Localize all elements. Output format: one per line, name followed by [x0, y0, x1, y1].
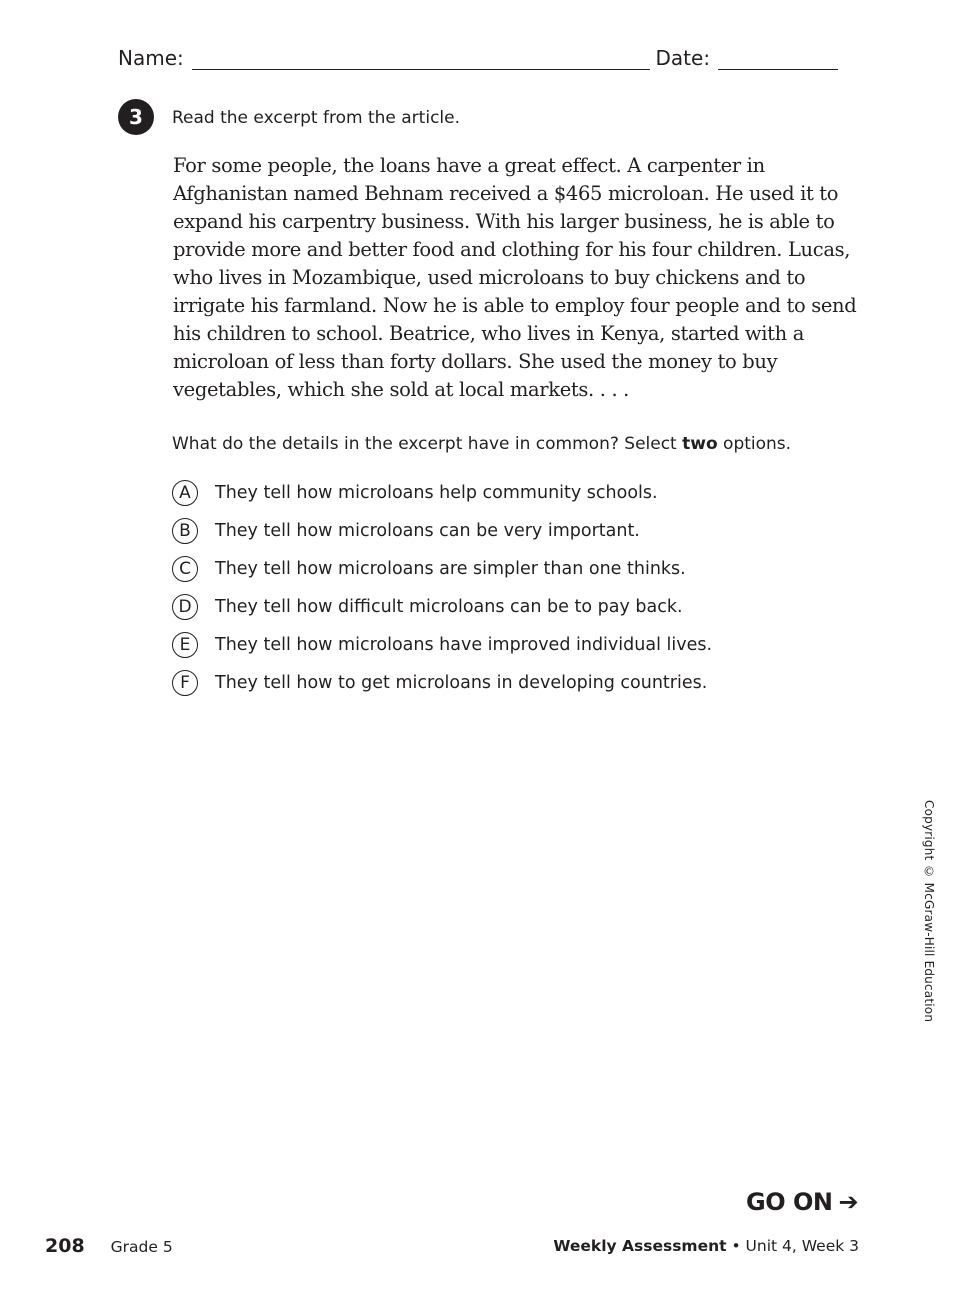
answer-options [172, 474, 712, 702]
answer-option-b[interactable] [172, 512, 712, 550]
copyright-notice: Copyright © McGraw-Hill Education [922, 800, 936, 1023]
question-prompt: Read the excerpt from the article. [172, 108, 460, 128]
footer-right [553, 1237, 859, 1255]
go-on-label: GO ON [746, 1188, 833, 1216]
stem-text-start: What do the details in the excerpt have in common? Select [172, 434, 683, 454]
option-bubble-a[interactable]: A [172, 480, 198, 506]
option-text-d: They tell how difficult microloans can be to pay back. [215, 597, 683, 617]
answer-option-a[interactable] [172, 474, 712, 512]
footer-left [45, 1235, 173, 1257]
option-text-e: They tell how microloans have improved individual lives. [215, 635, 713, 655]
option-bubble-c[interactable]: C [172, 556, 198, 582]
page-number: 208 [45, 1235, 85, 1257]
grade-label: Grade 5 [110, 1238, 173, 1256]
stem-text-bold: two [682, 434, 718, 454]
unit-week-label: Unit 4, Week 3 [745, 1237, 859, 1255]
name-date-header [118, 46, 838, 70]
option-bubble-b[interactable]: B [172, 518, 198, 544]
question-stem [172, 434, 791, 454]
arrow-right-icon: ➔ [838, 1188, 859, 1216]
go-on-indicator [746, 1188, 858, 1216]
answer-option-e[interactable] [172, 626, 712, 664]
assessment-label: Weekly Assessment [553, 1237, 727, 1255]
date-field[interactable] [718, 47, 838, 70]
stem-text-end: options. [717, 434, 792, 454]
answer-option-c[interactable] [172, 550, 712, 588]
name-label: Name: [118, 46, 184, 70]
option-text-b: They tell how microloans can be very important. [215, 521, 640, 541]
option-bubble-d[interactable]: D [172, 594, 198, 620]
option-bubble-e[interactable]: E [172, 632, 198, 658]
option-text-f: They tell how to get microloans in developing countries. [215, 673, 708, 693]
name-field[interactable] [192, 47, 650, 70]
option-text-a: They tell how microloans help community schools. [215, 483, 658, 503]
answer-option-d[interactable] [172, 588, 712, 626]
article-excerpt: For some people, the loans have a great effect. A carpenter in Afghanistan named Behnam received a $465 microloan. He used it to expand his carpentry business. With his larger business, he is able to provide more and better food and clothing for his four children. Lucas, who lives in Mozambique, used microloans to buy chickens and to irrigate his farmland. Now he is able to employ four people and to send his children to school. Beatrice, who lives in Kenya, started with a microloan of less than forty dollars. She used the money to buy vegetables, which she sold at local markets. . . . [173, 154, 857, 401]
option-text-c: They tell how microloans are simpler than one thinks. [215, 559, 686, 579]
question-number-badge: 3 [118, 99, 154, 135]
footer-separator: • [726, 1237, 746, 1255]
answer-option-f[interactable] [172, 664, 712, 702]
date-label: Date: [655, 46, 711, 70]
option-bubble-f[interactable]: F [172, 670, 198, 696]
